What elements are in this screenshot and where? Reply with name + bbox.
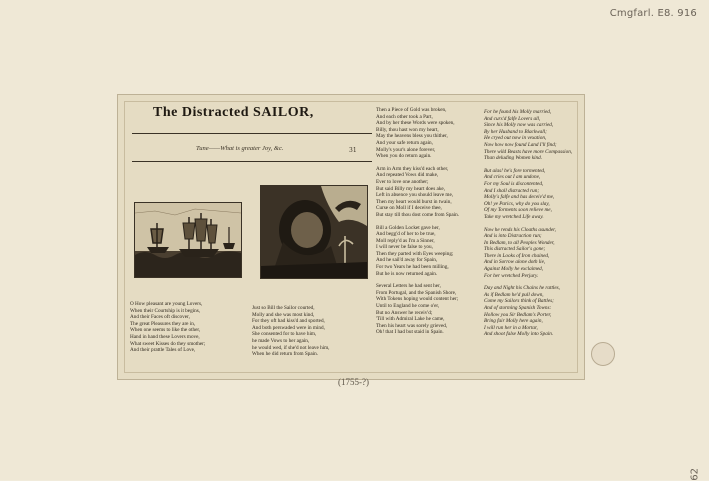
verse-line: Moll reply'd as I'm a Sinner, (376, 237, 435, 244)
verse-line: Hollow you Sir Bedlam's Porter, (484, 311, 552, 318)
ballad-column-3 (376, 107, 459, 342)
stanza (252, 305, 329, 358)
stanza (130, 301, 205, 354)
verse-line: For two Years he had been milling, (376, 264, 449, 271)
verse-line: When their Courtship is it begins, (130, 307, 201, 314)
verse-line: The great Pleasures they are in, (130, 320, 196, 327)
verse-line: Until to England he come o'er, (376, 303, 440, 310)
stanza (484, 227, 572, 280)
verse-line: And their prattle Tales of Love, (130, 347, 196, 354)
verse-line: Just so Bill the Sailor courted, (252, 305, 315, 311)
ballad-title: The Distracted SAILOR, (153, 105, 314, 120)
verse-line: Arm in Arm they kiss'd each other, (376, 165, 449, 172)
verse-line: In Bedlam, to all Peoples Wonder, (484, 239, 555, 246)
ballad-sheet (117, 94, 585, 380)
verse-line: Oh! ye Parics, why do you slay, (484, 200, 550, 207)
verse-line: Oh! that I had but staid in Spain. (376, 329, 444, 336)
verse-line: For they oft had kiss'd and sported, (252, 318, 325, 325)
verse-line: When you do return again. (376, 153, 432, 160)
verse-line: Then his heart was sorely grieved, (376, 322, 448, 329)
verse-line: Then my heart would burst in twain, (376, 198, 452, 205)
title-rule-top (132, 133, 372, 134)
verse-line: But he is now returned again. (376, 270, 438, 277)
verse-line: Left in absence you should leave me, (376, 192, 454, 199)
verse-line: And repeated Vows did make, (376, 172, 439, 179)
verse-line: And is into Distraction run; (484, 233, 542, 240)
verse-line: Hand in hand these Lovers move, (130, 333, 200, 340)
verse-line: From Portugal, and the Spanish Shore, (376, 289, 457, 296)
verse-line: Than deluding Women kind. (484, 155, 543, 162)
verse-line: And I shall distracted run; (484, 187, 540, 194)
verse-line: But stay till thou dost come from Spain. (376, 211, 459, 218)
verse-line: Now he rends his Cloaths asunder, (484, 226, 556, 233)
verse-line: There in Looks of Iron chained, (484, 252, 550, 259)
ballad-column-4 (484, 109, 572, 344)
title-rule-bottom (132, 161, 372, 162)
ballad-column-2 (252, 305, 329, 364)
ballad-column-1 (130, 301, 205, 360)
verse-line: Come my Sailors think of Battles; (484, 298, 554, 305)
stanza (376, 225, 459, 278)
verse-line: May the heavens bless you thither, (376, 133, 448, 140)
verse-line: But said Billy my heart does ake, (376, 185, 446, 192)
verse-line: Take my wretched Life away. (484, 213, 544, 220)
verse-line: As if Bedlam he'd pull down, (484, 291, 544, 298)
verse-line: By her Husband to Blackwall; (484, 128, 547, 135)
verse-line: And begg'd of her to be true, (376, 231, 436, 238)
verse-line: Ever to love one another; (376, 178, 429, 185)
verse-line: And by her these Words were spoken, (376, 120, 455, 127)
verse-line: Molly's falfe and has deceiv'd me, (484, 194, 555, 201)
verse-line: O How pleasant are young Lovers, (130, 301, 203, 307)
verse-line: And cries out I am undone, (484, 174, 541, 181)
verse-line: And shoot false Molly into Spain. (484, 331, 554, 338)
verse-line: And of storming Spanish Towns: (484, 305, 552, 312)
verse-line: Molly and she was most kind, (252, 311, 315, 318)
verse-line: Bill a Golden Locket gave her, (376, 224, 440, 231)
verse-line: Bring fair Molly here again, (484, 318, 543, 325)
verse-line: he made Vows to her again, (252, 337, 310, 344)
verse-line: For my Soul is discontented, (484, 180, 544, 187)
stanza (376, 107, 459, 160)
library-stamp-icon (591, 342, 615, 366)
verse-line: Day and Night his Chains he rattles, (484, 285, 560, 292)
verse-line: Now how now found Land I'll find; (484, 141, 557, 148)
verse-line: When he did return from Spain. (252, 351, 318, 358)
verse-line: And curs'd falfe Lovers all, (484, 115, 541, 122)
stanza (484, 109, 572, 162)
verse-line: What sweet Kisses do they smother; (130, 340, 206, 347)
verse-line: Then a Piece of Gold was broken, (376, 107, 447, 113)
stanza (484, 168, 572, 221)
verse-line: And in Sorrow alone doth lie, (484, 259, 546, 266)
verse-line: Against Molly he exclaimed, (484, 266, 544, 273)
verse-line: She consented for to have him, (252, 331, 317, 338)
verse-line: But no Answer he receiv'd; (376, 309, 433, 316)
verse-line: And both perswaded were in mind, (252, 324, 325, 331)
verse-line: He cryed out now in vexation, (484, 135, 547, 142)
verse-line: And he sail'd away for Spain, (376, 257, 438, 264)
woodcut-figure-image (260, 185, 368, 279)
tune-line: Tune——What is greater Joy, &c. (196, 145, 284, 152)
verse-line: When one seems to like the other, (130, 327, 201, 334)
verse-line: Of my Torments soon relieve me, (484, 207, 552, 214)
verse-line: Billy, thou hast won my heart, (376, 126, 439, 133)
verse-line: Molly's your's alone forever, (376, 146, 436, 153)
stanza (484, 285, 572, 338)
verse-line: There wild Beasts have more Compassion, (484, 148, 573, 155)
verse-line: And each other took a Part, (376, 113, 433, 120)
verse-line: And your safe return again, (376, 139, 433, 146)
stanza (376, 283, 459, 336)
stanza (376, 166, 459, 219)
verse-line: But alas! he's fore tormented, (484, 167, 546, 174)
verse-line: 'Till with Admiral Lake he came, (376, 316, 445, 323)
shelfmark-label: Cmgfarl. E8. 916 (609, 8, 697, 19)
date-note: (1755-?) (338, 377, 369, 387)
verse-line: I will run her in a Mortar, (484, 324, 538, 331)
verse-line: Then they parted with Eyes weeping; (376, 250, 454, 257)
page-mark: 31 (349, 147, 357, 154)
woodcut-ships-image (134, 202, 242, 278)
verse-line: Curse on Moll if I deceive thee, (376, 205, 442, 212)
verse-line: he would wed, if she'd not leave him, (252, 344, 330, 351)
verse-line: For he found his Molly married, (484, 109, 552, 115)
verse-line: I will never be false to you, (376, 244, 433, 251)
verse-line: With Tokens hoping would content her; (376, 296, 459, 303)
verse-line: Several Letters he had sent her, (376, 283, 441, 290)
side-number: 62 (690, 468, 701, 481)
verse-line: For her wretched Perjury. (484, 272, 539, 279)
verse-line: And their Faces oft discover, (130, 314, 190, 321)
verse-line: Since his Molly now was carried, (484, 122, 554, 129)
verse-line: This distracted Sailor's gone; (484, 246, 546, 253)
